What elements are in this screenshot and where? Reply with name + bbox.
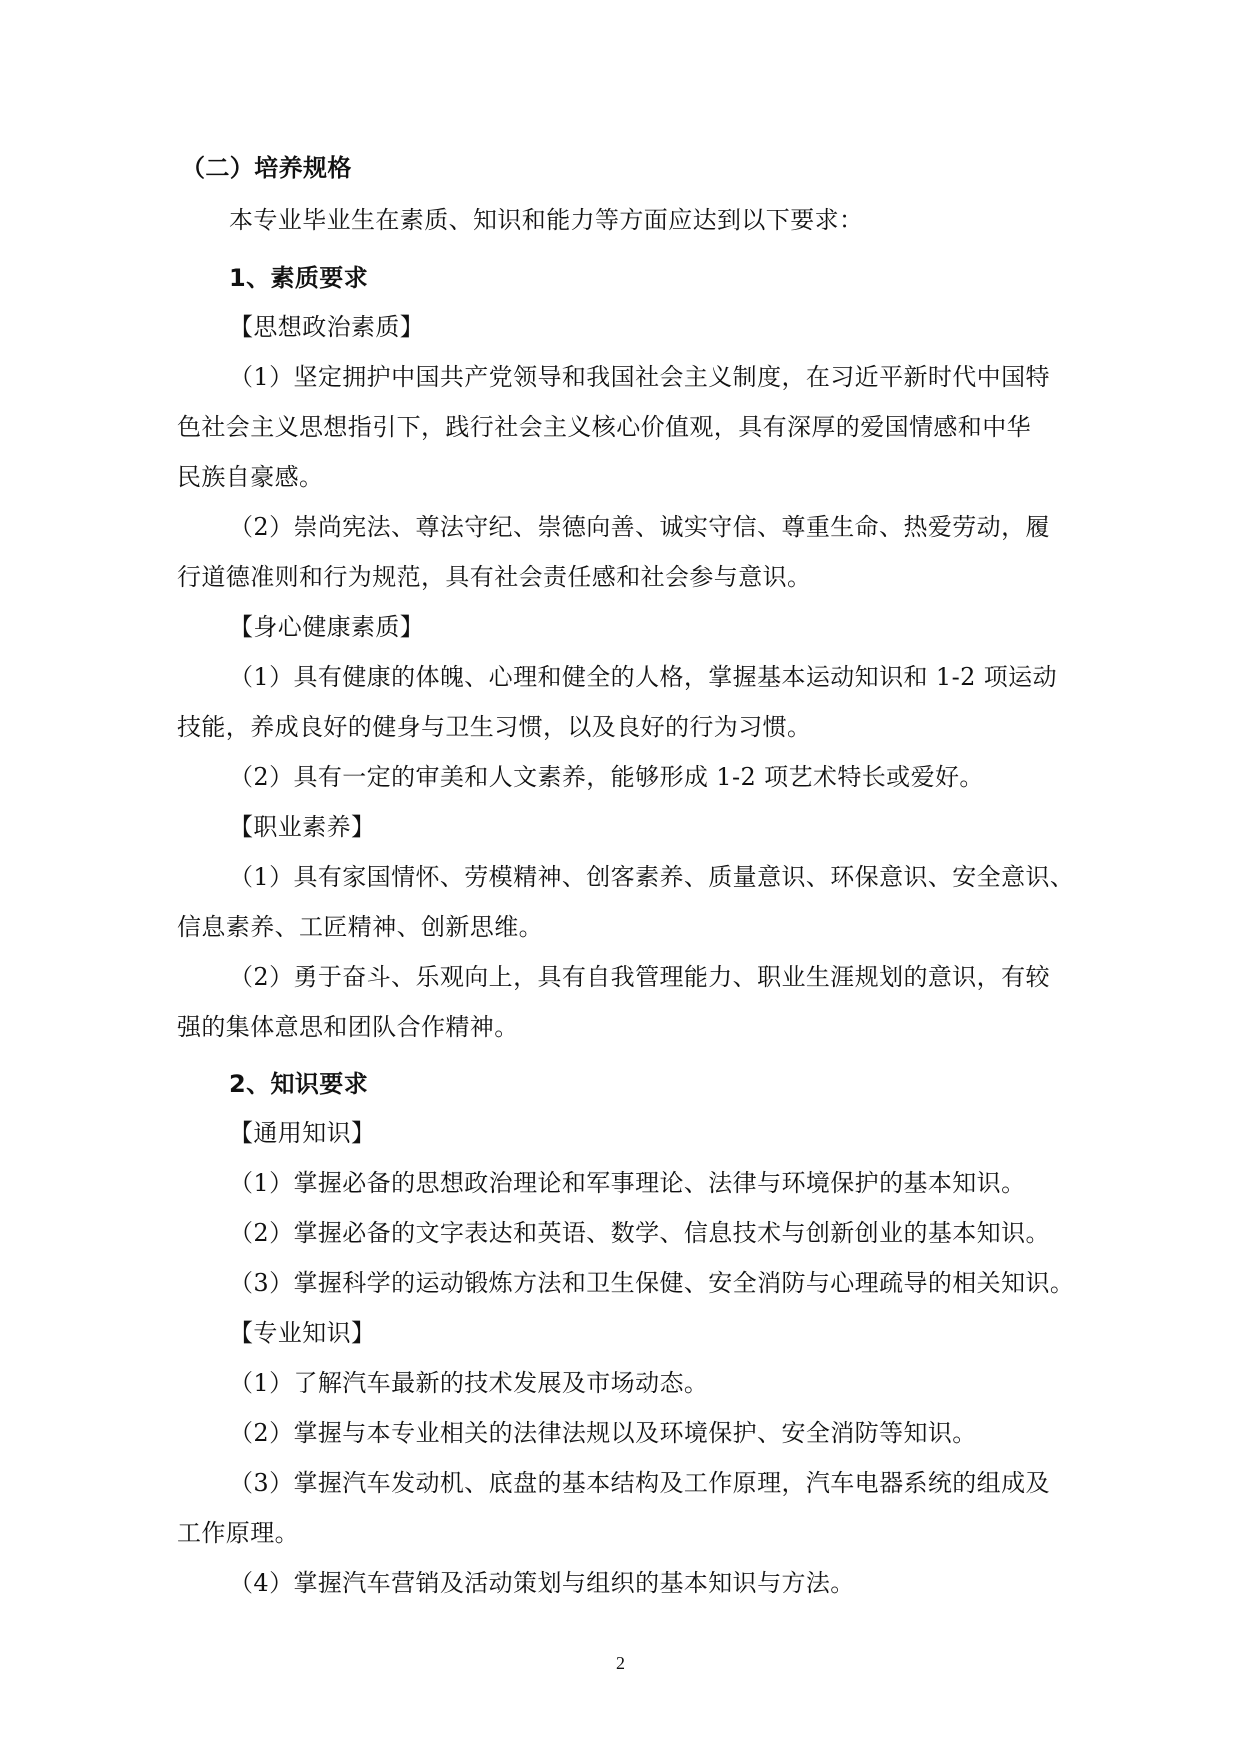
health-item1-line2: 技能，养成良好的健身与卫生习惯，以及良好的行为习惯。 xyxy=(177,713,812,741)
ideology-label: 【思想政治素质】 xyxy=(229,313,425,341)
ideology-item1-line3: 民族自豪感。 xyxy=(177,463,324,491)
professional-item2-line2: 强的集体意思和团队合作精神。 xyxy=(177,1013,519,1041)
specialized-knowledge-label: 【专业知识】 xyxy=(229,1319,376,1347)
professional-item1-line1: （1）具有家国情怀、劳模精神、创客素养、质量意识、环保意识、安全意识、 xyxy=(229,863,1075,891)
quality-requirements-heading: 1、素质要求 xyxy=(229,264,369,292)
general-knowledge-label: 【通用知识】 xyxy=(229,1119,376,1147)
knowledge-requirements-heading: 2、知识要求 xyxy=(229,1070,369,1098)
intro-paragraph: 本专业毕业生在素质、知识和能力等方面应达到以下要求： xyxy=(229,206,864,234)
specialized-knowledge-item3-line2: 工作原理。 xyxy=(177,1519,299,1547)
specialized-knowledge-item1: （1）了解汽车最新的技术发展及市场动态。 xyxy=(229,1369,709,1397)
health-item2: （2）具有一定的审美和人文素养，能够形成 1-2 项艺术特长或爱好。 xyxy=(229,763,984,791)
section-title: （二）培养规格 xyxy=(181,154,352,182)
general-knowledge-item2: （2）掌握必备的文字表达和英语、数学、信息技术与创新创业的基本知识。 xyxy=(229,1219,1050,1247)
general-knowledge-item1: （1）掌握必备的思想政治理论和军事理论、法律与环境保护的基本知识。 xyxy=(229,1169,1026,1197)
specialized-knowledge-item3-line1: （3）掌握汽车发动机、底盘的基本结构及工作原理，汽车电器系统的组成及 xyxy=(229,1469,1050,1497)
professional-item2-line1: （2）勇于奋斗、乐观向上，具有自我管理能力、职业生涯规划的意识，有较 xyxy=(229,963,1050,991)
health-item1-line1: （1）具有健康的体魄、心理和健全的人格，掌握基本运动知识和 1-2 项运动 xyxy=(229,663,1057,691)
ideology-item2-line2: 行道德准则和行为规范，具有社会责任感和社会参与意识。 xyxy=(177,563,812,591)
general-knowledge-item3: （3）掌握科学的运动锻炼方法和卫生保健、安全消防与心理疏导的相关知识。 xyxy=(229,1269,1075,1297)
ideology-item2-line1: （2）崇尚宪法、尊法守纪、崇德向善、诚实守信、尊重生命、热爱劳动，履 xyxy=(229,513,1050,541)
ideology-item1-line2: 色社会主义思想指引下，践行社会主义核心价值观，具有深厚的爱国情感和中华 xyxy=(177,413,1031,441)
specialized-knowledge-item2: （2）掌握与本专业相关的法律法规以及环境保护、安全消防等知识。 xyxy=(229,1419,977,1447)
specialized-knowledge-item4: （4）掌握汽车营销及活动策划与组织的基本知识与方法。 xyxy=(229,1569,855,1597)
professional-label: 【职业素养】 xyxy=(229,813,376,841)
page-number: 2 xyxy=(616,1653,625,1673)
ideology-item1-line1: （1）坚定拥护中国共产党领导和我国社会主义制度，在习近平新时代中国特 xyxy=(229,363,1050,391)
health-label: 【身心健康素质】 xyxy=(229,613,425,641)
professional-item1-line2: 信息素养、工匠精神、创新思维。 xyxy=(177,913,543,941)
